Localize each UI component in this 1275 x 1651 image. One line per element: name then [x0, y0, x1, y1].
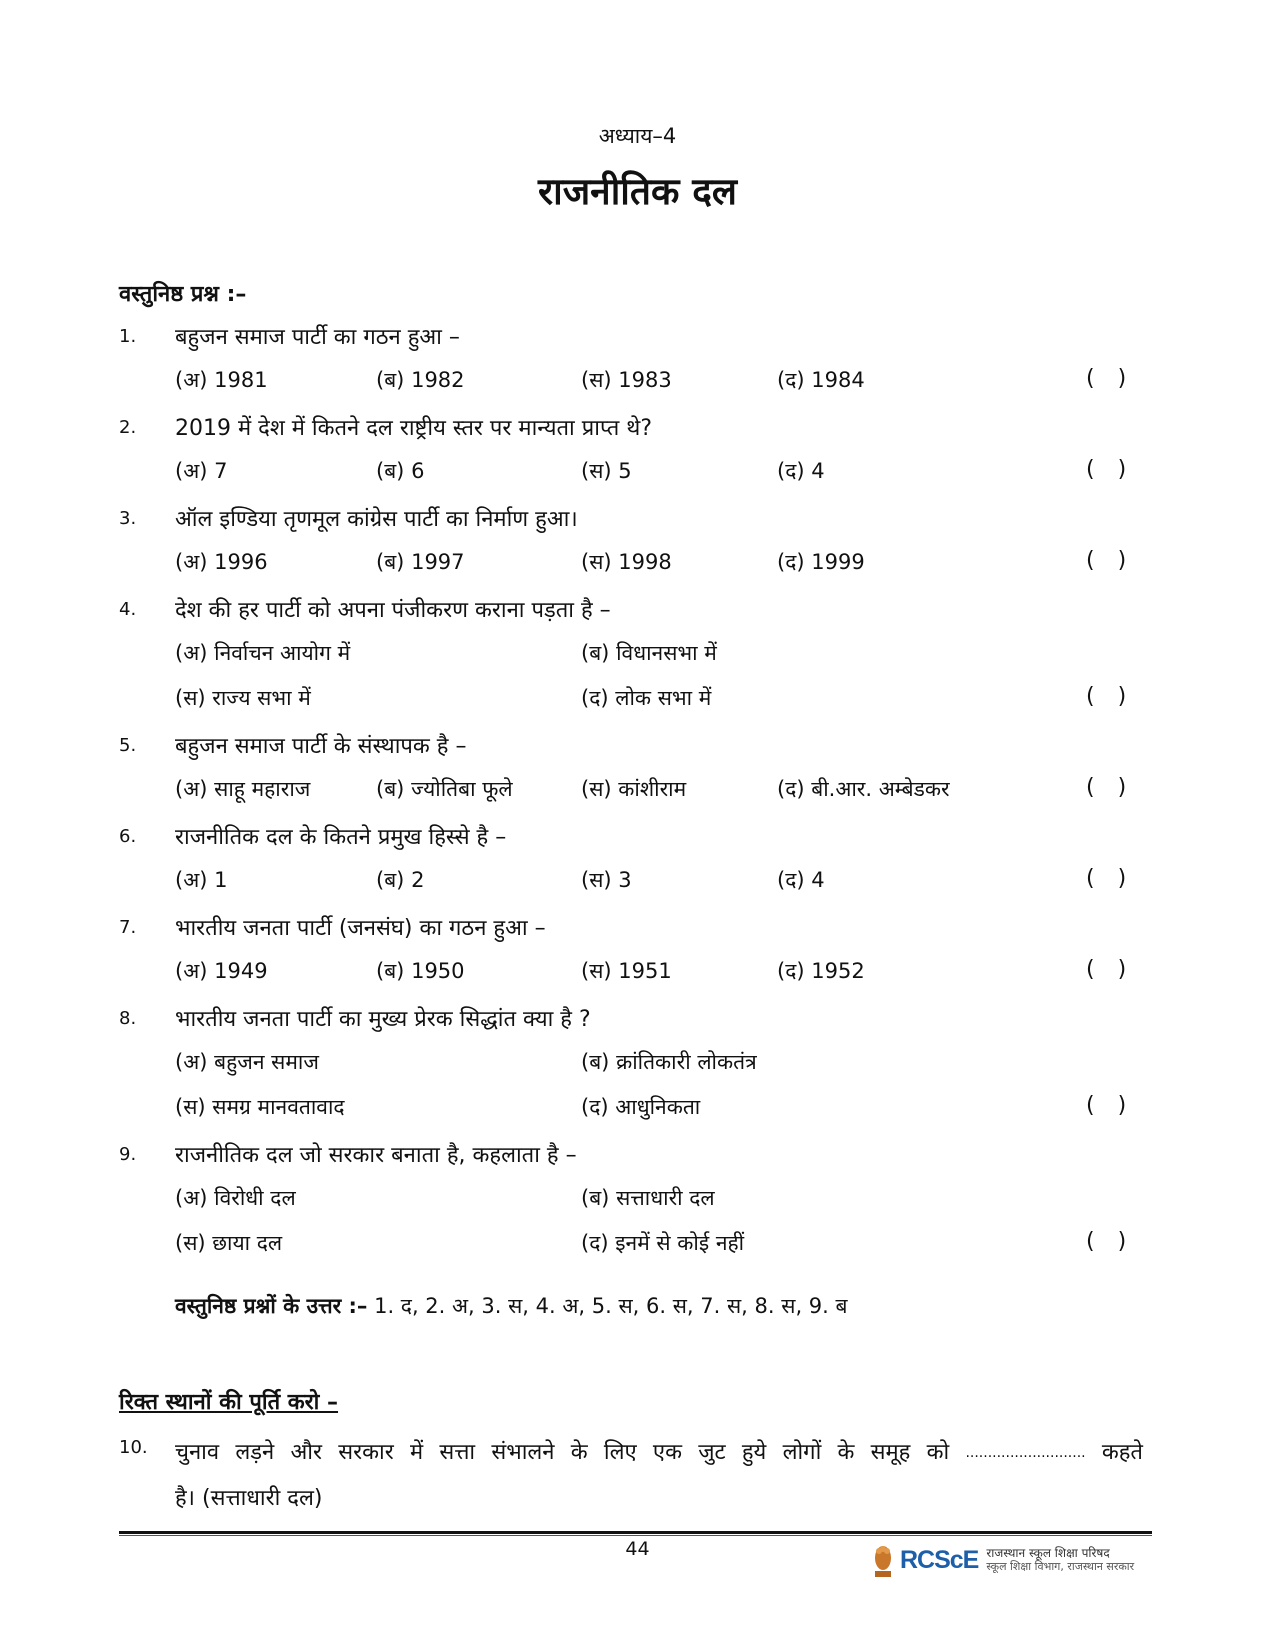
question-line: है। (सत्ताधारी दल)	[175, 1486, 323, 1511]
rcsce-logo-text: RCScE	[900, 1545, 979, 1574]
option-d: (द) 1999	[777, 550, 865, 574]
option-b: (ब) 1997	[376, 550, 465, 574]
question-text: राजनीतिक दल के कितने प्रमुख हिस्से है –	[175, 825, 507, 850]
option-d: (द) 4	[777, 459, 825, 483]
option-b: (ब) ज्योतिबा फूले	[376, 777, 513, 801]
answer-bracket: ( )	[1086, 457, 1135, 482]
question-number: 1.	[119, 326, 137, 347]
answer-key-values: 1. द, 2. अ, 3. स, 4. अ, 5. स, 6. स, 7. स, 8. स, 9. ब	[374, 1294, 848, 1318]
answer-bracket: ( )	[1086, 775, 1135, 800]
option-a: (अ) विरोधी दल	[175, 1186, 296, 1210]
question-number: 6.	[119, 826, 137, 847]
answer-bracket: ( )	[1086, 957, 1135, 982]
option-b: (ब) 1950	[376, 959, 465, 983]
answer-key	[175, 1292, 848, 1320]
option-c: (स) राज्य सभा में	[175, 686, 311, 710]
option-a: (अ) निर्वाचन आयोग में	[175, 641, 351, 665]
option-a: (अ) 1981	[175, 368, 268, 392]
question-text	[175, 1430, 1143, 1522]
answer-bracket: ( )	[1086, 1229, 1135, 1254]
option-a: (अ) 7	[175, 459, 228, 483]
answer-bracket: ( )	[1086, 866, 1135, 891]
page-title: राजनीतिक दल	[538, 170, 737, 213]
option-c: (स) छाया दल	[175, 1231, 283, 1255]
answer-key-label: वस्तुनिष्ठ प्रश्नों के उत्तर :–	[175, 1294, 368, 1318]
option-b: (ब) विधानसभा में	[581, 641, 717, 665]
answer-bracket: ( )	[1086, 684, 1135, 709]
option-d: (द) 1952	[777, 959, 865, 983]
question-text: 2019 में देश में कितने दल राष्ट्रीय स्तर पर मान्यता प्राप्त थे?	[175, 416, 653, 441]
option-b: (ब) 2	[376, 868, 425, 892]
option-a: (अ) बहुजन समाज	[175, 1050, 319, 1074]
option-c: (स) 1983	[581, 368, 672, 392]
option-b: (ब) 6	[376, 459, 425, 483]
answer-bracket: ( )	[1086, 548, 1135, 573]
option-d: (द) 1984	[777, 368, 865, 392]
option-c: (स) 3	[581, 868, 632, 892]
question-text: ऑल इण्डिया तृणमूल कांग्रेस पार्टी का निर्माण हुआ।	[175, 507, 578, 532]
objective-questions-heading: वस्तुनिष्ठ प्रश्न :–	[119, 282, 247, 307]
rcsce-logo	[872, 1540, 1148, 1580]
question-text: बहुजन समाज पार्टी के संस्थापक है –	[175, 734, 467, 759]
option-d: (द) इनमें से कोई नहीं	[581, 1231, 745, 1255]
option-b: (ब) क्रांतिकारी लोकतंत्र	[581, 1050, 757, 1074]
question-number: 7.	[119, 917, 137, 938]
page-number: 44	[625, 1538, 650, 1560]
national-emblem-icon	[872, 1541, 894, 1579]
question-text: राजनीतिक दल जो सरकार बनाता है, कहलाता है –	[175, 1143, 577, 1168]
footer-divider-thin	[119, 1535, 1152, 1536]
option-b: (ब) 1982	[376, 368, 465, 392]
option-d: (द) बी.आर. अम्बेडकर	[777, 777, 950, 801]
option-c: (स) 5	[581, 459, 632, 483]
question-text: भारतीय जनता पार्टी (जनसंघ) का गठन हुआ –	[175, 916, 546, 941]
option-c: (स) कांशीराम	[581, 777, 687, 801]
option-b: (ब) सत्ताधारी दल	[581, 1186, 715, 1210]
question-number: 4.	[119, 599, 137, 620]
option-c: (स) 1951	[581, 959, 672, 983]
fill-in-blanks-heading: रिक्त स्थानों की पूर्ति करो –	[119, 1390, 339, 1415]
option-d: (द) लोक सभा में	[581, 686, 712, 710]
option-a: (अ) साहू महाराज	[175, 777, 311, 801]
question-text: भारतीय जनता पार्टी का मुख्य प्रेरक सिद्धांत क्या है ?	[175, 1007, 591, 1032]
option-a: (अ) 1	[175, 868, 228, 892]
question-text: बहुजन समाज पार्टी का गठन हुआ –	[175, 325, 460, 350]
question-number: 10.	[119, 1437, 148, 1458]
question-line: चुनाव लड़ने और सरकार में सत्ता संभालने के लिए एक जुट हुये लोगों के समूह को ........................... कहते	[175, 1440, 1143, 1465]
option-d: (द) 4	[777, 868, 825, 892]
footer-divider	[119, 1531, 1152, 1534]
question-number: 3.	[119, 508, 137, 529]
option-c: (स) समग्र मानवतावाद	[175, 1095, 345, 1119]
option-c: (स) 1998	[581, 550, 672, 574]
option-d: (द) आधुनिकता	[581, 1095, 701, 1119]
option-a: (अ) 1949	[175, 959, 268, 983]
question-number: 8.	[119, 1008, 137, 1029]
option-a: (अ) 1996	[175, 550, 268, 574]
question-number: 2.	[119, 417, 137, 438]
question-number: 5.	[119, 735, 137, 756]
question-number: 9.	[119, 1144, 137, 1165]
chapter-label: अध्याय–4	[598, 124, 677, 148]
question-text: देश की हर पार्टी को अपना पंजीकरण कराना पड़ता है –	[175, 598, 611, 623]
answer-bracket: ( )	[1086, 366, 1135, 391]
answer-bracket: ( )	[1086, 1093, 1135, 1118]
rcsce-hindi-text: राजस्थान स्कूल शिक्षा परिषद स्कूल शिक्षा विभाग, राजस्थान सरकार	[986, 1546, 1135, 1573]
